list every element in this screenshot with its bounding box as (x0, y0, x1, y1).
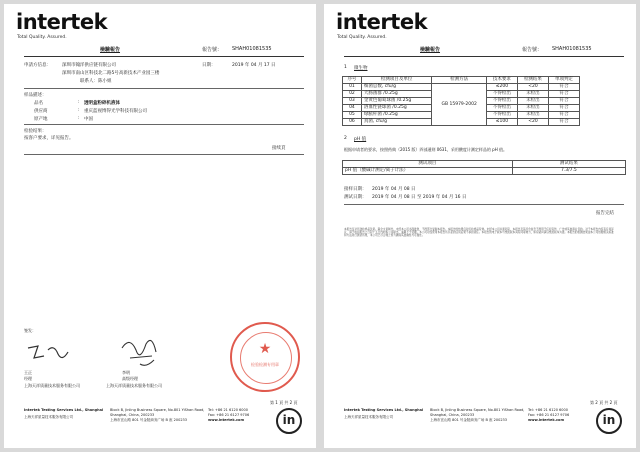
test-method: GB 15979-2002 (432, 84, 486, 126)
intertek-logo: intertek (16, 10, 108, 34)
report-date: 2019 年 04 月 17 日 (232, 63, 276, 68)
table-row: 05 绿脓杆菌 /0.25g 不得检出 未检出 符合 (343, 112, 580, 119)
footer-fax: Fax: +86 21 6127 9706 (208, 413, 250, 417)
product-value: 透明盒粉碎机液体 (84, 101, 120, 106)
header-rule (344, 56, 624, 57)
footer-company-en: Intertek Testing Services Ltd., Shanghai (344, 408, 424, 412)
report-page-2 (324, 4, 636, 448)
applicant-address: 深圳市南山区科技北二路5号高新技术产业园三楼 (62, 71, 160, 76)
table-row: 02 大肠菌群 /0.25g 不得检出 未检出 符合 (343, 91, 580, 98)
report-title: 檢驗報告 (100, 47, 121, 53)
sign-right-role: 高级经理 (122, 376, 138, 381)
footer-tel: Tel: +86 21 6120 6000 (208, 408, 248, 412)
section-number: 1 (344, 65, 347, 70)
table-header: 测试项目 (343, 161, 513, 168)
table-header: 检测项目及单位 (361, 77, 432, 84)
footer-fax: Fax: +86 21 6127 9706 (528, 413, 570, 417)
footer-company-en: Intertek Testing Services Ltd., Shanghai (24, 408, 104, 412)
table-row: 04 溶血性链球菌 /0.25g 不得检出 未检出 符合 (343, 105, 580, 112)
intertek-logo: intertek (336, 10, 428, 34)
section-divider (344, 204, 624, 205)
next-page-note: 接续頁 (272, 146, 286, 151)
conclusion-label: 检验结果： (24, 129, 47, 134)
sign-left-role: 经理 (24, 376, 32, 381)
logo-tagline: Total Quality. Assured. (17, 35, 67, 40)
section-divider (24, 88, 304, 89)
footer-company-cn: 上海天祥质量技术服务有限公司 (24, 415, 73, 419)
report-page-1: intertek Total Quality. Assured. 檢驗報告 報告號： SHAH01081535 申請方信息： 深圳市翰洋供应链有限公司 深圳市南山区科技北二路5号高新技术产业园三楼 联系人： 陈小姐 日期： 2019 年 04 月 17 日 样品描述： 品名 : 透明盒粉碎机液体 供应商 : 重庆蓝视博得光学科技有限公司 原产地 : 中国 检验结果： 按客户要求，详见报告。 接续頁 签发： 王正 经理 上海天祥质量技术服务有限公司 李明 高级经理 上海天祥质量技术服务有限公司 ★ 检验检测专用章 第 1 頁 共 2 頁 Intertek Testing Services Ltd., Shanghai 上海天祥质量技术服务有限公司 Block B, Jinling Business Square, No.801 YiShan Road, Shanghai, China, 200233 上海市宜山路 801 号金陵商务广场 B 座 200233 Tel: +86 21 6120 6000 Fax: +86 21 6127 9706 www.intertek.com in (4, 4, 316, 448)
sign-left-company: 上海天祥质量技术服务有限公司 (24, 383, 80, 388)
table-header: 检测结果 (517, 77, 548, 84)
table-header-row (343, 161, 626, 168)
section-divider (24, 124, 304, 125)
intertek-in-icon: in (596, 408, 622, 434)
section-title: pH 值 (354, 137, 367, 142)
footer-address-cn: 上海市宜山路 801 号金陵商务广场 B 座 200233 (430, 418, 508, 422)
ph-table (342, 160, 626, 175)
supplier-value: 重庆蓝视博得光学科技有限公司 (84, 109, 147, 114)
report-no: SHAH01081535 (552, 46, 592, 52)
section-divider (24, 154, 304, 155)
footer-address: Block B, Jinling Business Square, No.801 YiShan Road, (430, 408, 525, 412)
footer-address: Block B, Jinling Business Square, No.801 YiShan Road, (110, 408, 205, 412)
end-of-report: 报告完结 (596, 211, 614, 216)
table-header: 技术要求 (486, 77, 517, 84)
origin-value: 中国 (84, 117, 93, 122)
logo-tagline: Total Quality. Assured. (337, 35, 387, 40)
contact-label: 联系人： (80, 79, 98, 84)
signature-left (24, 340, 74, 370)
received-date: 2019 年 04 月 08 日 (372, 187, 416, 192)
table-header: 检测方法 (432, 77, 486, 84)
footer-web: www.intertek.com (528, 418, 565, 422)
official-seal-stamp: ★ 检验检测专用章 (230, 322, 300, 392)
ph-method-note: 根据申请者的要求，按照药典（2015 版）四部通则 0631，采用酸度计测定样品的 pH 值。 (344, 147, 507, 152)
page-number: 第 2 頁 共 2 頁 (590, 400, 618, 405)
disclaimer-text: 本报告仅对所送检样品负责。除全文复制外，未经本公司书面批准，不得部分复制本报告。本报告的结果仅对所检样品有效。未经本公司书面同意，本报告及其所含信息不得用于任何宣传、广告或其他商业目的。对于本报告内容有任何异议，请于收到报告之日起十五日内向本公司提出，逾期不予受理。本公司对因使用本报告所引起的任何后果不承担责任。本报告的电子版本与纸质版本具有同等效力，如有疑问请以纸质版本为准。本报告的检测结果由本公司依据相关标准和方法进行测试所得，本公司已尽合理之努力确保其准确性与可靠性。 (344, 228, 614, 238)
contact-name: 陈小姐 (98, 79, 112, 84)
date-label: 日期： (202, 63, 216, 68)
report-no-label: 報告號： (522, 47, 543, 53)
header-rule (24, 56, 304, 57)
signature-right (116, 334, 166, 370)
supplier-label: 供应商 (34, 109, 48, 114)
product-label: 品名 (34, 101, 43, 106)
table-row: 01 细菌总数, cfu/g GB 15979-2002 ≤200 <20 符合 (343, 84, 580, 91)
table-row: pH 值（酸碱计测定/离子计法） 7.3/7.5 (343, 168, 626, 175)
footer-company-cn: 上海天祥质量技术服务有限公司 (344, 415, 393, 419)
origin-label: 原产地 (34, 117, 48, 122)
report-no-label: 報告號： (202, 47, 223, 53)
sample-label: 样品描述： (24, 93, 47, 98)
footer-address-cn: 上海市宜山路 801 号金陵商务广场 B 座 200233 (110, 418, 188, 422)
table-row: 03 金黄色葡萄球菌 /0.25g 不得检出 未检出 符合 (343, 98, 580, 105)
sign-right-name: 李明 (122, 370, 130, 375)
sign-right-company: 上海天祥质量技术服务有限公司 (106, 383, 162, 388)
footer-address: Shanghai, China, 200233 (110, 413, 155, 417)
microbiology-table (342, 76, 580, 126)
sign-left-name: 王正 (24, 370, 32, 375)
table-header: 序号 (343, 77, 362, 84)
applicant-label: 申請方信息： (24, 63, 51, 68)
page-number: 第 1 頁 共 2 頁 (270, 400, 298, 405)
footer-tel: Tel: +86 21 6120 6000 (528, 408, 568, 412)
footer-web: www.intertek.com (208, 418, 245, 422)
report-title: 檢驗報告 (420, 47, 441, 53)
report-no: SHAH01081535 (232, 46, 272, 52)
applicant-name: 深圳市翰洋供应链有限公司 (62, 63, 116, 68)
table-header-row (343, 77, 580, 84)
received-label: 接样日期： (344, 187, 367, 192)
table-header: 测试结果 (512, 161, 625, 168)
intertek-in-icon: in (276, 408, 302, 434)
test-period: 2019 年 04 月 08 日 至 2019 年 04 月 16 日 (372, 195, 467, 200)
section-number: 2 (344, 136, 347, 141)
footer-address: Shanghai, China, 200233 (430, 413, 475, 417)
sign-left-title: 签发： (24, 328, 36, 333)
conclusion-text: 按客户要求，详见报告。 (24, 136, 74, 141)
table-header: 单项判定 (548, 77, 579, 84)
section-title: 微生物 (354, 66, 368, 71)
seal-text: 检验检测专用章 (251, 362, 279, 367)
table-row: 06 真菌, cfu/g ≤100 <20 符合 (343, 119, 580, 126)
test-period-label: 测试日期： (344, 195, 367, 200)
